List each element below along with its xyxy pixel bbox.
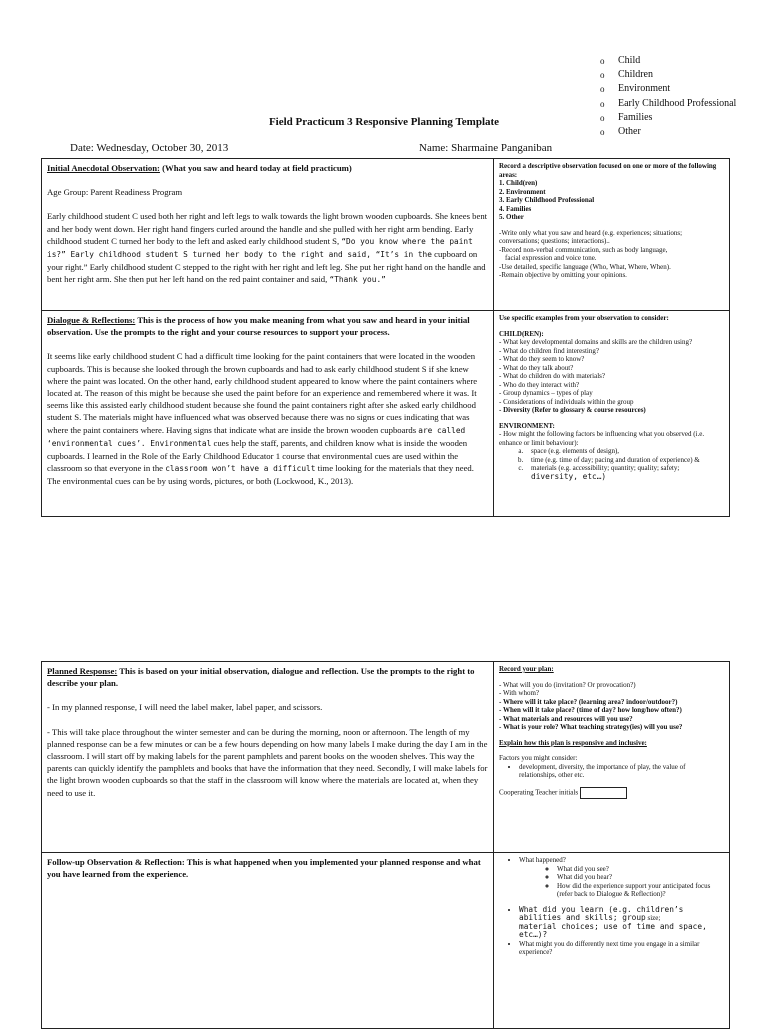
- environment-factor: c. materials (e.g. accessibility; quantity; quality; safety; diversity, etc…): [525, 464, 724, 481]
- guide-area: 4. Families: [499, 204, 532, 213]
- children-item: - Group dynamics – types of play: [499, 389, 593, 397]
- planned-heading-note: This is based on your initial observation, dialogue and reflection. Use the prompts to the right to describe your plan.: [47, 666, 475, 689]
- guide-area: 2. Environment: [499, 187, 546, 196]
- date-line: Date: Wednesday, October 30, 2013: [70, 142, 229, 154]
- dialogue-guide-cell: [494, 311, 730, 517]
- children-item: - Who do they interact with?: [499, 380, 580, 389]
- planned-paragraph: - In my planned response, I will need the label maker, label paper, and scissors.: [47, 702, 323, 713]
- anecdotal-row: [42, 159, 730, 311]
- planning-table: [41, 661, 730, 1029]
- children-item: - What do children find interesting?: [499, 346, 599, 355]
- record-plan-heading: Record your plan:: [499, 665, 554, 673]
- circle-bullet-icon: o: [600, 112, 605, 123]
- focus-area-item: o Environment: [598, 82, 736, 96]
- cooperating-line: [499, 787, 724, 799]
- planned-heading: Planned Response:: [47, 666, 118, 676]
- plan-prompt: - What materials and resources will you use?: [499, 714, 633, 723]
- guide-intro: Use specific examples from your observation to consider:: [499, 314, 669, 322]
- children-item: - What do they seem to know?: [499, 355, 585, 363]
- dialogue-row: [42, 311, 730, 517]
- initials-box[interactable]: [580, 787, 627, 799]
- diversity-item: - Diversity (Refer to glossary & course resources): [499, 406, 646, 414]
- observation-table: [41, 158, 730, 517]
- name-line: Name: Sharmaine Panganiban: [419, 142, 553, 154]
- followup-subquestion: ◦ What did you hear?: [557, 873, 724, 882]
- followup-subquestion: ◦ What did you see?: [557, 865, 724, 874]
- guide-note: -Remain objective by omitting your opinions.: [499, 271, 627, 279]
- guide-note: facial expression and voice tone.: [505, 254, 597, 262]
- guide-note: -Record non-verbal communication, such as body language,: [499, 245, 668, 254]
- planned-paragraph: - This will take place throughout the winter semester and can be during the morning, noon or afternoon. The length of my planned response can be a few minutes or can be a few hours depending on how many labels I make during the day I am in the classroom. I will start off by making labels for the parent pamphlets and parent books on the wooden shelves. This way the parents can quickly identify the pamphlets and books that have the information that they need. Secondly, I will make labels for the light brown wooden cupboards so that the staff in the classroom will know where the materials are located at, when they need to use it.: [47, 726, 488, 798]
- children-heading: CHILD(REN):: [499, 329, 544, 338]
- handwritten-text: are called ‘environmental cues’. Environmental: [47, 425, 466, 448]
- handwritten-quote: “Thank you.”: [329, 275, 386, 285]
- plan-prompt: - What will you do (invitation? Or provocation?): [499, 680, 636, 689]
- planned-guide-cell: [494, 662, 730, 853]
- followup-question: • What happened? ◦ What did you see? ◦ What did you hear? ◦ How did the experience support your anticipated focus (refer back to Dialogue & Reflection)?: [519, 856, 724, 899]
- circle-bullet-icon: o: [600, 127, 605, 138]
- guide-area: 3. Early Childhood Professional: [499, 196, 595, 204]
- focus-area-item: o Children: [598, 68, 736, 82]
- children-item: - Considerations of individuals within the group: [499, 397, 634, 406]
- guide-area: 5. Other: [499, 213, 524, 221]
- dialogue-body: It seems like early childhood student C had a difficult time looking for the paint containers that were located in the wooden cupboards. This is because she looked through the brown cupboards and had to ask early childhood student S if she knew where the paint was located. On the other hand, early childhood student appeared to know where the paint containers where located at. The reason of this might be because she used the paint before for an experience and remembered where it was. It seems like this assisted early childhood student because she found the paint containers right after she asked early childhood student S. The materials might have influenced what was observed because there was no signs or cues indicating that was where the paint containers where. Having signs that indicate what are inside the brown wooden cupboards are called ‘environmental cues’. Environmental cues help the staff, parents, and children know what is inside the wooden cupboards. I learned in the Role of the Early Childhood Educator 1 course that environmental cues are used within the classroom so that everyone in the classroom won’t have a difficult time looking for the materials that they need. The environmental cues can be by using words, pictures, or both (Lockwood, K., 2013).: [47, 351, 478, 487]
- explain-heading: Explain how this plan is responsive and inclusive:: [499, 738, 647, 747]
- plan-prompt: - Where will it take place? (learning area? indoor/outdoor?): [499, 697, 678, 706]
- dialogue-heading-note: This is the process of how you make meaning from what you saw and heard in your initial observation. Use the prompts to the right and your course resources to support your process.: [47, 315, 470, 338]
- environment-heading: ENVIRONMENT:: [499, 421, 555, 430]
- followup-question: • What might you do differently next time you engage in a similar experience?: [519, 940, 724, 957]
- guide-area: 1. Child(ren): [499, 179, 538, 187]
- followup-questions-2: [499, 906, 724, 957]
- factors-list: [499, 763, 724, 780]
- handwritten-text: classroom won’t have a difficult: [165, 464, 316, 474]
- document-title: Field Practicum 3 Responsive Planning Template: [268, 116, 500, 128]
- followup-row: [42, 853, 730, 1029]
- followup-guide-cell: [494, 853, 730, 1029]
- followup-heading: Follow-up Observation & Reflection: This is what happened when you implemented your planned response and what you have learned from the experience.: [47, 857, 481, 880]
- handwritten-quote: “Do you know where the paint is?” Early childhood student S turned her body to the right and said, “It’s in the: [47, 236, 473, 260]
- followup-subquestions: [519, 865, 724, 899]
- followup-subquestion: ◦ How did the experience support your anticipated focus (refer back to Dialogue & Reflection)?: [557, 882, 724, 899]
- environment-factor: a. space (e.g. elements of design),: [525, 447, 724, 456]
- planned-cell: [42, 662, 494, 853]
- cooperating-label: Cooperating Teacher initials: [499, 788, 579, 797]
- handwritten-text: diversity, etc…): [531, 471, 607, 481]
- anecdotal-heading: Initial Anecdotal Observation:: [47, 163, 160, 173]
- focus-area-item: o Other: [598, 125, 736, 139]
- environment-intro: - How might the following factors be influencing what you observed (i.e. enhance or limit behaviour):: [499, 430, 705, 447]
- anecdotal-heading-note: (What you saw and heard today at field practicum): [159, 163, 352, 173]
- age-group: Age Group: Parent Readiness Program: [47, 187, 183, 198]
- dialogue-cell: [42, 311, 494, 517]
- environment-factor: b. time (e.g. time of day; pacing and duration of experience) &: [525, 456, 724, 465]
- dialogue-heading: Dialogue & Reflections:: [47, 315, 136, 325]
- circle-bullet-icon: o: [600, 84, 605, 95]
- planned-row: [42, 662, 730, 853]
- plan-prompt: - With whom?: [499, 689, 540, 697]
- plan-prompt: - What is your role? What teaching strategy(ies) will you use?: [499, 723, 683, 731]
- focus-area-item: o Early Childhood Professional: [598, 97, 736, 111]
- circle-bullet-icon: o: [600, 98, 605, 109]
- children-item: - What do they talk about?: [499, 363, 574, 372]
- anecdotal-guide-cell: [494, 159, 730, 311]
- factors-intro: Factors you might consider:: [499, 754, 578, 762]
- anecdotal-cell: [42, 159, 494, 311]
- followup-questions: [499, 856, 724, 899]
- circle-bullet-icon: o: [600, 56, 605, 66]
- focus-area-item: o Families: [598, 111, 736, 125]
- guide-note: -Write only what you saw and heard (e.g. experiences; situations; conversations; questions; interactions)..: [499, 228, 683, 245]
- factors-item: • development, diversity, the importance of play, the value of relationships, other etc.: [519, 763, 724, 780]
- guide-note: -Use detailed, specific language (Who, What, Where, When).: [499, 262, 671, 271]
- children-item: - What key developmental domains and skills are the children using?: [499, 338, 693, 346]
- focus-area-item: o Child: [598, 54, 736, 68]
- guide-heading: Record a descriptive observation focused on one or more of the following areas:: [499, 162, 717, 179]
- plan-prompt: - When will it take place? (time of day? how long/how often?): [499, 706, 682, 714]
- children-item: - What do children do with materials?: [499, 372, 606, 380]
- followup-cell: [42, 853, 494, 1029]
- environment-factors: [499, 447, 724, 481]
- followup-question: • What did you learn (e.g. children’s abilities and skills; group size; material choices; use of time and space, etc…)?: [519, 906, 724, 940]
- anecdotal-body: Early childhood student C used both her right and left legs to walk towards the light brown wooden cupboards. She knees bent and her body went down. Her right hand fingers curled around the handle and she pulled with her right arm bending. Early childhood student C turned her body to the left and asked early childhood student S, “Do you know where the paint is?” Early childhood student S turned her body to the right and said, “It’s in the cupboard on your right.” Early childhood student C stepped to the right with her right and left leg. She put her right hand on the handle and bent her right arm. She then put her left hand on the red paint container and said, “Thank you.”: [47, 211, 488, 285]
- circle-bullet-icon: o: [600, 70, 605, 81]
